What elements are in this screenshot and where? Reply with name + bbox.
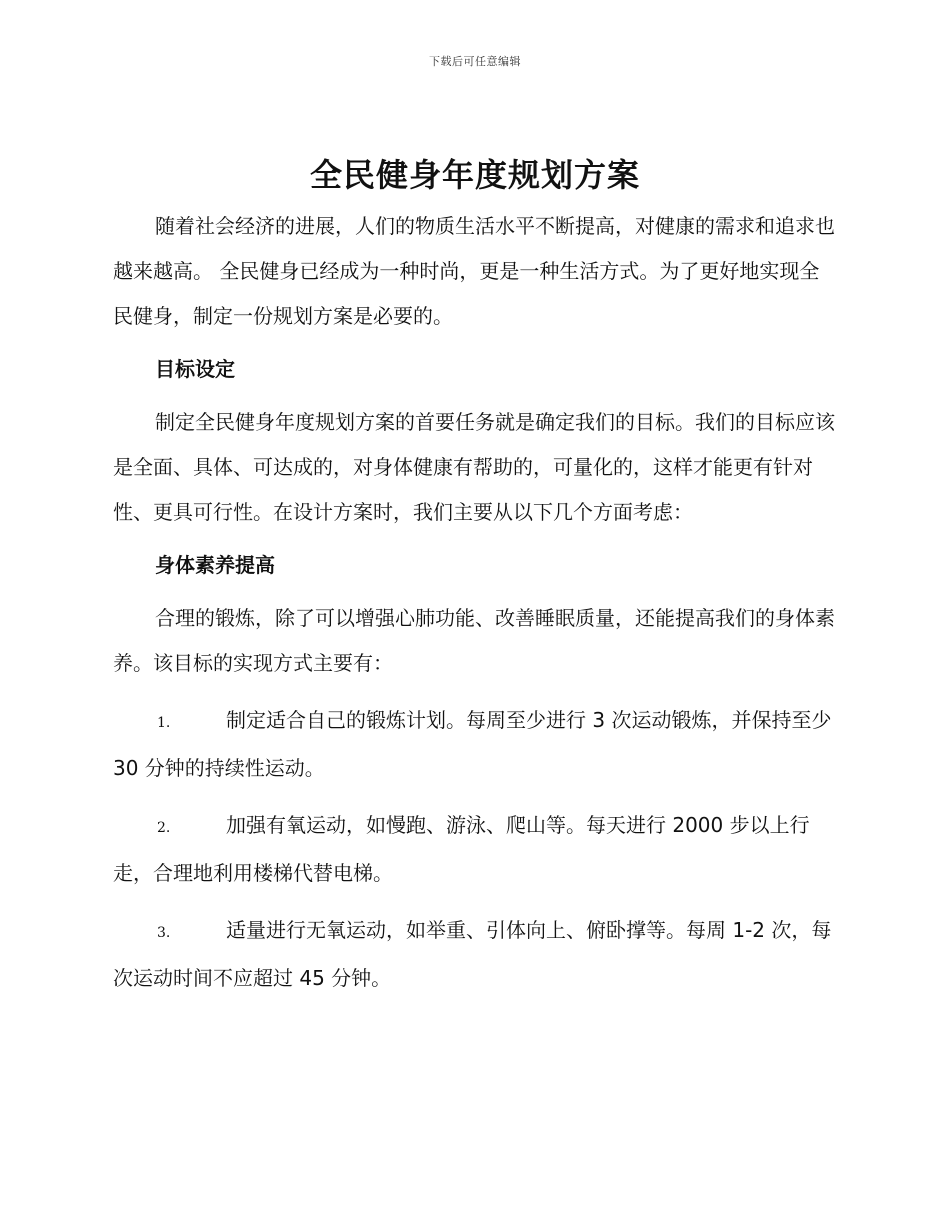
list-text: 加强有氧运动，如慢跑、游泳、爬山等。每天进行 2000 步以上行走，合理地利用楼梯代替电梯。 bbox=[113, 813, 810, 885]
list-item bbox=[113, 803, 837, 896]
list-text: 制定适合自己的锻炼计划。每周至少进行 3 次运动锻炼，并保持至少 30 分钟的持续性运动。 bbox=[113, 708, 832, 780]
section-body-goals: 制定全民健身年度规划方案的首要任务就是确定我们的目标。我们的目标应该是全面、具体、可达成的，对身体健康有帮助的，可量化的，这样才能更有针对性、更具可行性。在设计方案时，我们主要从以下几个方面考虑： bbox=[113, 410, 835, 524]
section-heading-fitness: 身体素养提高 bbox=[155, 553, 275, 577]
list-number: 1. bbox=[157, 715, 171, 731]
intro-paragraph: 随着社会经济的进展，人们的物质生活水平不断提高，对健康的需求和追求也越来越高。 全民健身已经成为一种时尚，更是一种生活方式。为了更好地实现全民健身，制定一份规划方案是必要的。 bbox=[113, 214, 835, 328]
list-item bbox=[113, 698, 837, 791]
list-item bbox=[113, 908, 837, 1001]
document-title: 全民健身年度规划方案 bbox=[309, 156, 640, 194]
list-number: 2. bbox=[157, 820, 171, 836]
list-number: 3. bbox=[157, 925, 171, 941]
section-body-fitness: 合理的锻炼，除了可以增强心肺功能、改善睡眠质量，还能提高我们的身体素养。该目标的实现方式主要有： bbox=[113, 606, 835, 675]
list-text: 适量进行无氧运动，如举重、引体向上、俯卧撑等。每周 1-2 次，每次运动时间不应超过 45 分钟。 bbox=[113, 918, 832, 990]
section-heading-goals: 目标设定 bbox=[155, 357, 235, 381]
header-note: 下载后可任意编辑 bbox=[429, 55, 521, 68]
document-body bbox=[113, 204, 837, 1001]
